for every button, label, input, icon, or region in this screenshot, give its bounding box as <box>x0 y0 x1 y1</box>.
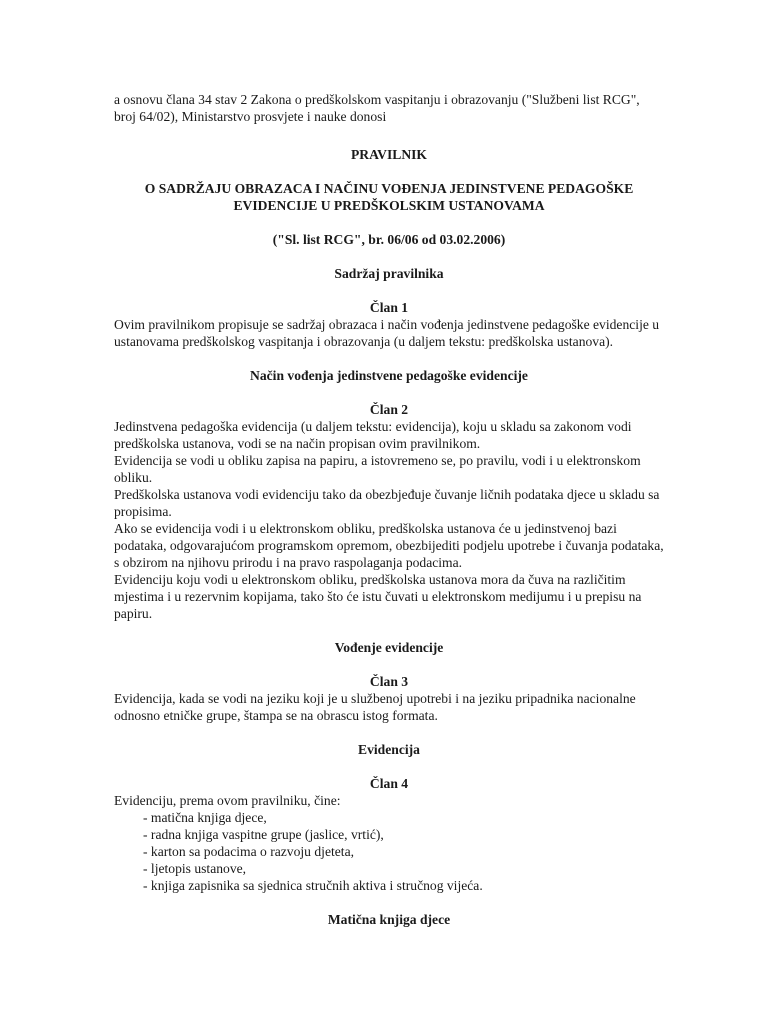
intro-paragraph: a osnovu člana 34 stav 2 Zakona o predškolskom vaspitanju i obrazovanju ("Službeni list RCG", broj 64/02), Ministarstvo prosvjete i nauke donosi <box>114 92 640 124</box>
clan-2-title: Član 2 <box>369 402 409 417</box>
clan-2-paragraph-1: Jedinstvena pedagoška evidencija (u daljem tekstu: evidencija), koju u skladu sa zakonom vodi predškolska ustanova, vodi se na način propisan ovim pravilnikom. <box>114 419 632 451</box>
section-heading-vodjenje: Vođenje evidencije <box>334 640 444 655</box>
clan-2-paragraph-5: Evidenciju koju vodi u elektronskom obliku, predškolska ustanova mora da čuva na različitim mjestima i u rezervnim kopijama, tako što će istu čuvati u elektronskom medijumu i u prepisu na papiru. <box>114 572 642 621</box>
section-heading-evidencija: Evidencija <box>358 742 420 757</box>
clan-2-paragraph-2: Evidencija se vodi u obliku zapisa na papiru, a istovremeno se, po pravilu, vodi i u elektronskom obliku. <box>114 453 641 485</box>
section-heading-sadrzaj: Sadržaj pravilnika <box>334 266 444 281</box>
source-reference: ("Sl. list RCG", br. 06/06 od 03.02.2006) <box>272 232 506 247</box>
document-subtitle <box>114 180 664 214</box>
clan-2-paragraph-4: Ako se evidencija vodi i u elektronskom obliku, predškolska ustanova će u jedinstvenoj bazi podataka, odgovarajućom programskom opremom, obezbijediti podjelu upotrebe i čuvanja podataka, s obzirom na njihovu prirodu i na pravo raspolaganja podacima. <box>114 521 664 570</box>
document-page <box>114 91 664 928</box>
list-item: - ljetopis ustanove, <box>143 861 247 876</box>
clan-4-title: Član 4 <box>369 776 409 791</box>
section-heading-nacin-vodjenja: Način vođenja jedinstvene pedagoške evidencije <box>250 368 528 383</box>
list-item: - karton sa podacima o razvoju djeteta, <box>143 844 354 859</box>
clan-2-paragraph-3: Predškolska ustanova vodi evidenciju tako da obezbjeđuje čuvanje ličnih podataka djece u skladu sa propisima. <box>114 487 660 519</box>
clan-4-text: Evidenciju, prema ovom pravilniku, čine: <box>114 793 341 808</box>
list-item: - knjiga zapisnika sa sjednica stručnih aktiva i stručnog vijeća. <box>143 878 483 893</box>
clan-1-title: Član 1 <box>369 300 409 315</box>
subtitle-line-1: O SADRŽAJU OBRAZACA I NAČINU VOĐENJA JEDINSTVENE PEDAGOŠKE <box>144 181 634 196</box>
clan-3-text: Evidencija, kada se vodi na jeziku koji je u službenoj upotrebi i na jeziku pripadnika nacionalne odnosno etničke grupe, štampa se na obrascu istog formata. <box>114 691 636 723</box>
subtitle-line-2: EVIDENCIJE U PREDŠKOLSKIM USTANOVAMA <box>233 198 545 213</box>
list-item: - radna knjiga vaspitne grupe (jaslice, vrtić), <box>143 827 384 842</box>
section-heading-maticna-knjiga: Matična knjiga djece <box>327 912 451 927</box>
clan-1-text: Ovim pravilnikom propisuje se sadržaj obrazaca i način vođenja jedinstvene pedagoške evidencije u ustanovama predškolskog vaspitanja i obrazovanja (u daljem tekstu: predškolska ustanova). <box>114 317 660 349</box>
list-item: - matična knjiga djece, <box>143 810 267 825</box>
evidencija-list <box>114 809 664 894</box>
clan-3-title: Član 3 <box>369 674 409 689</box>
document-title: PRAVILNIK <box>350 147 428 162</box>
